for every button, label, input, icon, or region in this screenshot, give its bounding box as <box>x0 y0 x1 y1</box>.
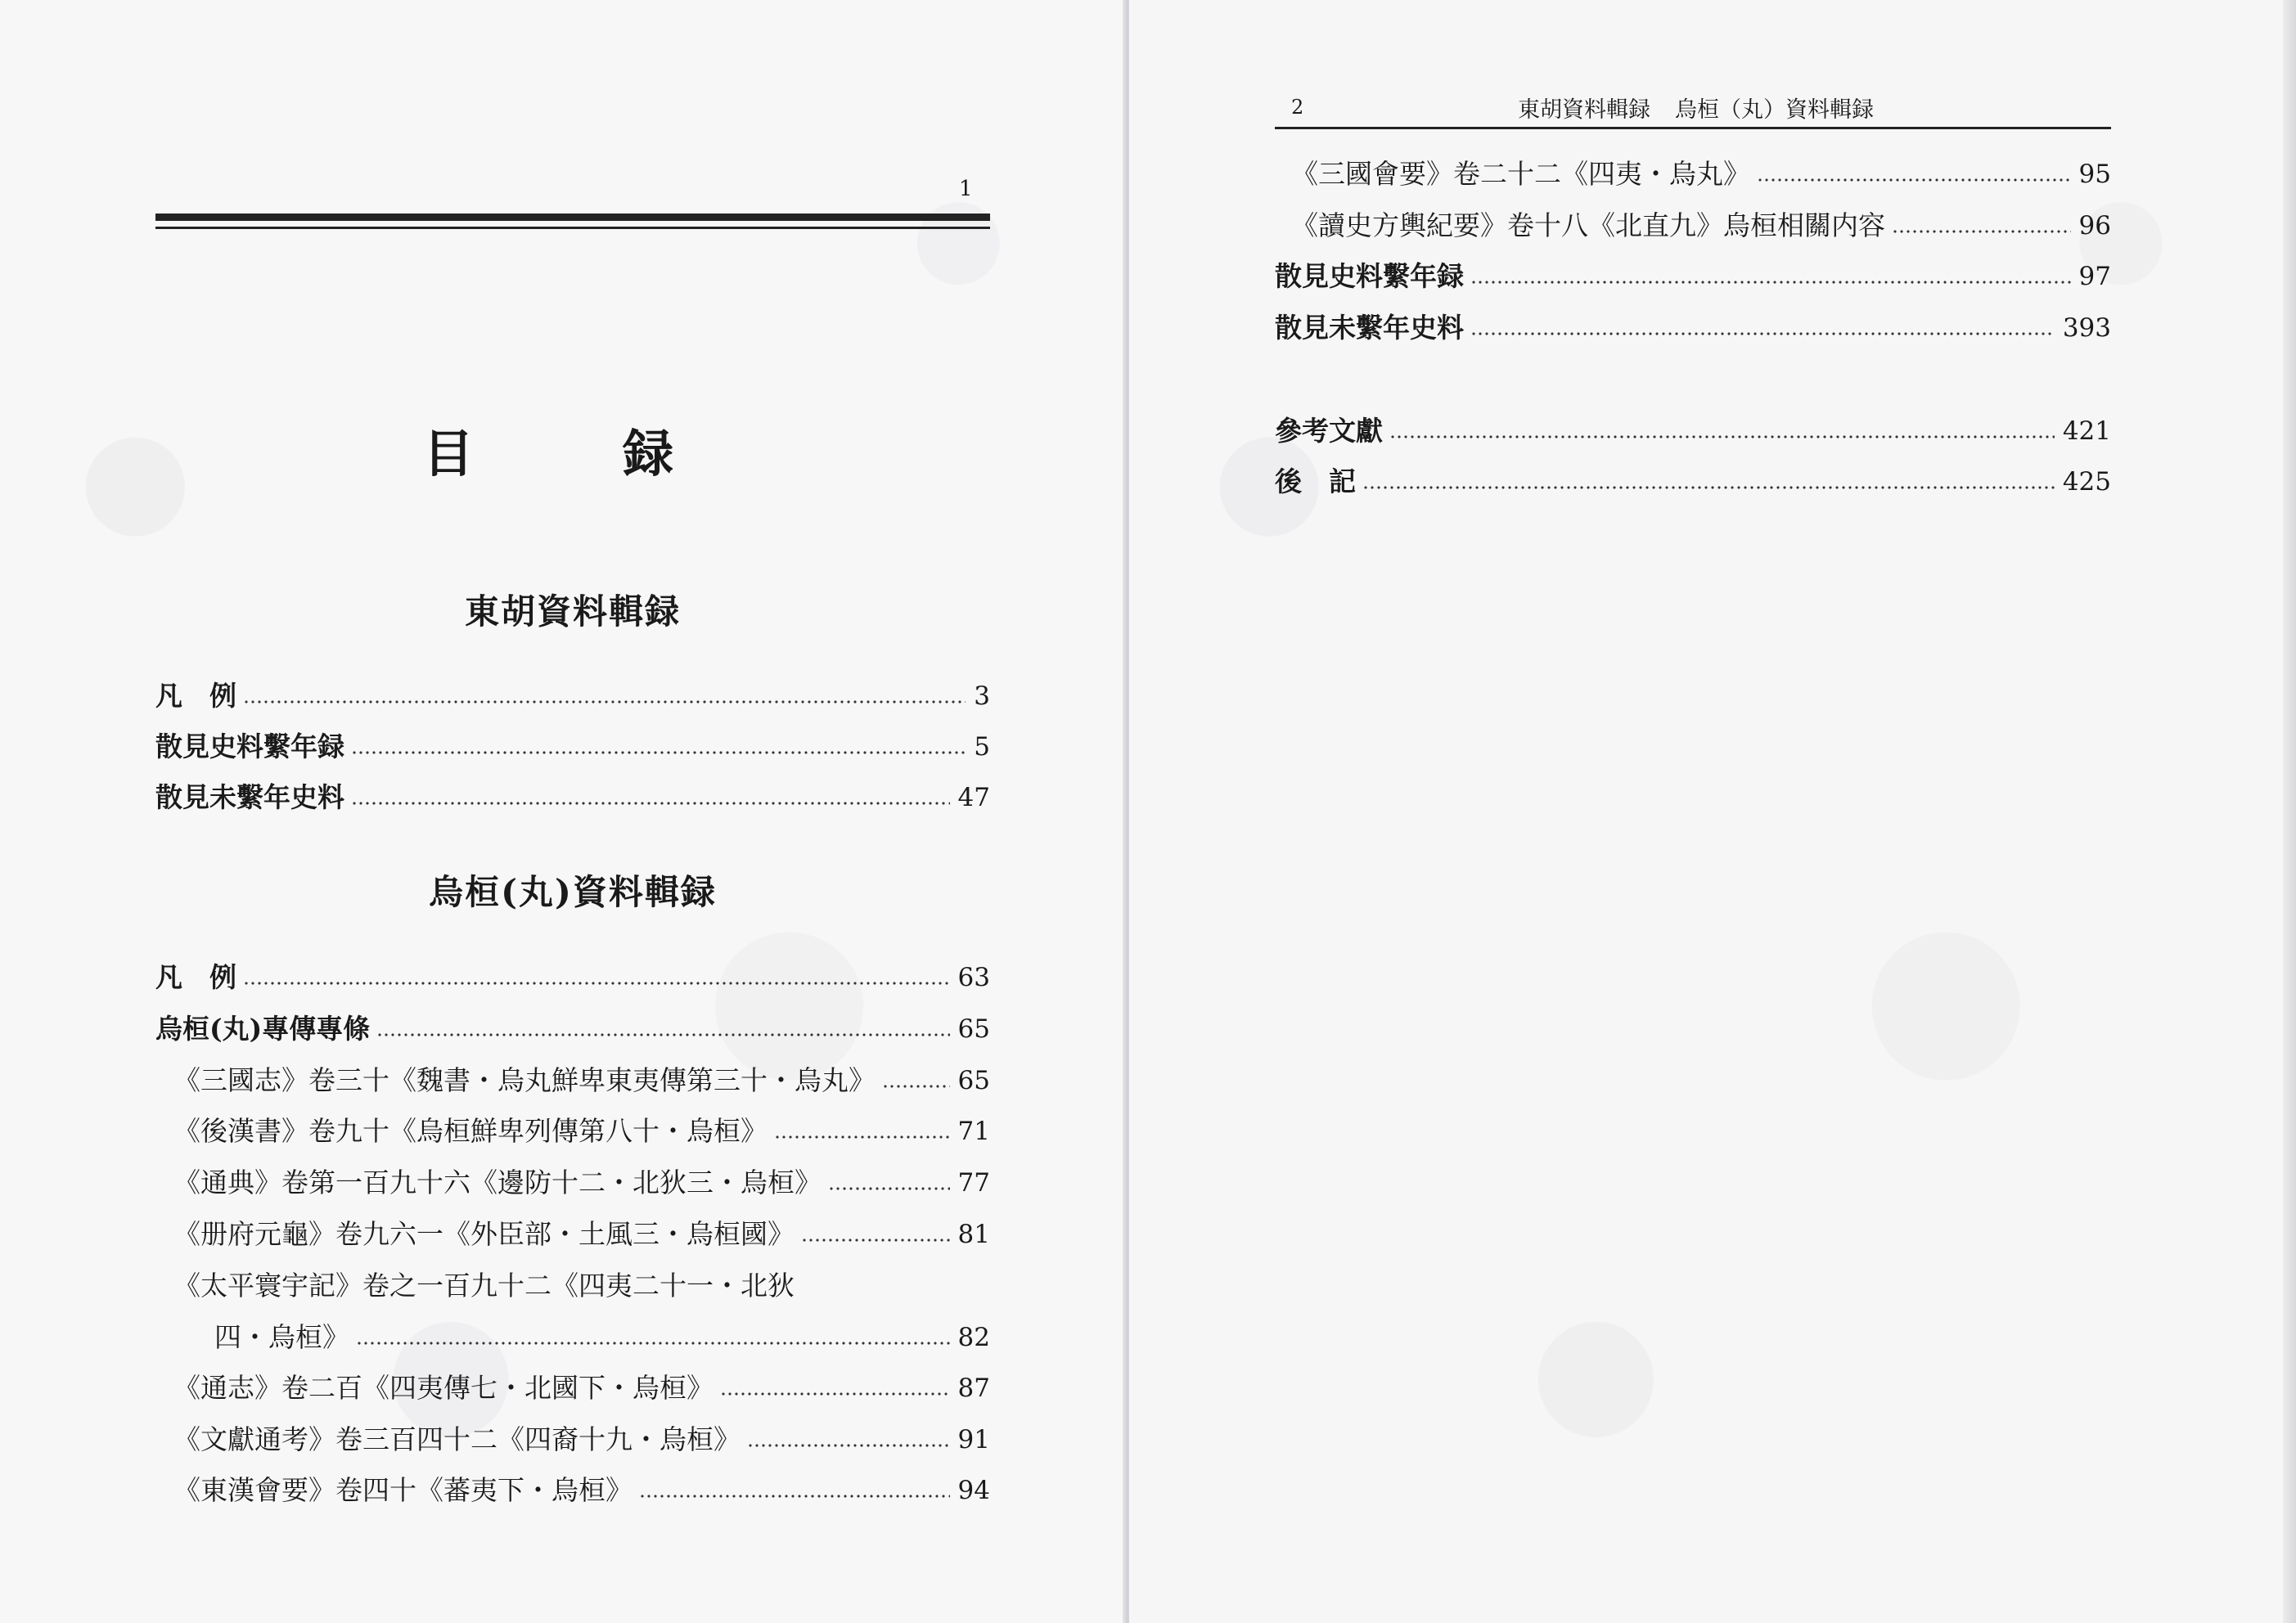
toc-entry-page: 65 <box>957 1066 990 1095</box>
toc-entry-label: 凡 例 <box>155 961 236 993</box>
toc-entry-page: 425 <box>2062 467 2111 497</box>
toc-entry-page: 5 <box>974 732 990 762</box>
dot-leader <box>828 1185 950 1192</box>
toc-entry-label: 散見未繫年史料 <box>1275 312 1464 344</box>
section-heading-wuhuan: 烏桓(丸)資料輯録 <box>429 872 717 912</box>
toc-entry[interactable] <box>173 1214 990 1255</box>
toc-entry[interactable] <box>1275 256 2111 297</box>
toc-entry-label: 《東漢會要》卷四十《蕃夷下・烏桓》 <box>173 1474 633 1506</box>
toc-entry-label: 散見未繫年史料 <box>155 781 344 813</box>
header-rule <box>1275 127 2111 129</box>
toc-entry-page: 3 <box>974 681 990 711</box>
toc-entry-page: 63 <box>957 963 990 992</box>
dot-leader <box>774 1134 950 1140</box>
toc-entry-label: 《通志》卷二百《四夷傳七・北國下・烏桓》 <box>173 1372 714 1404</box>
toc-entry[interactable] <box>1291 154 2111 195</box>
dot-leader <box>1362 484 2055 491</box>
dot-leader <box>801 1237 950 1243</box>
toc-entry[interactable] <box>1291 205 2111 246</box>
toc-entry[interactable] <box>173 1111 990 1152</box>
dot-leader <box>243 699 966 705</box>
toc-entry-label-line1[interactable]: 《太平寰宇記》卷之一百九十二《四夷二十一・北狄 <box>173 1270 795 1302</box>
toc-entry-page: 95 <box>2078 160 2111 189</box>
toc-entry[interactable] <box>1275 308 2111 348</box>
toc-entry-label: 散見史料繫年録 <box>1275 260 1464 292</box>
toc-entry-label: 散見史料繫年録 <box>155 731 344 762</box>
dot-leader <box>1757 177 2071 183</box>
toc-entry[interactable] <box>173 1368 990 1409</box>
toc-entry[interactable] <box>1275 411 2111 452</box>
toc-entry-page: 71 <box>957 1117 990 1146</box>
toc-entry[interactable] <box>1275 461 2111 502</box>
left-page <box>0 0 1128 1623</box>
toc-entry-page: 96 <box>2078 211 2111 241</box>
toc-entry-label: 《後漢書》卷九十《烏桓鮮卑列傳第八十・烏桓》 <box>173 1115 768 1147</box>
toc-entry[interactable] <box>155 726 990 767</box>
section-heading-donghu: 東胡資料輯録 <box>464 591 681 632</box>
dot-leader <box>882 1083 950 1090</box>
toc-entry-label: 《三國會要》卷二十二《四夷・烏丸》 <box>1291 158 1750 190</box>
header-rule-thick <box>155 214 990 221</box>
toc-entry-page: 47 <box>957 783 990 812</box>
dot-leader <box>243 980 950 987</box>
dot-leader <box>747 1442 950 1449</box>
toc-entry[interactable] <box>173 1162 990 1203</box>
toc-title: 目 録 <box>422 424 723 483</box>
toc-entry-label: 烏桓(丸)專傳專條 <box>155 1013 371 1045</box>
toc-entry-page: 393 <box>2062 313 2111 343</box>
running-head-part: 烏桓（丸）資料輯録 <box>1675 97 1874 123</box>
dot-leader <box>356 1340 950 1347</box>
toc-entry[interactable] <box>155 777 990 818</box>
dot-leader <box>1470 330 2055 337</box>
dot-leader <box>1389 434 2055 440</box>
toc-entry[interactable] <box>214 1317 990 1358</box>
dot-leader <box>351 800 950 807</box>
toc-entry-label: 《册府元龜》卷九六一《外臣部・土風三・烏桓國》 <box>173 1218 795 1250</box>
toc-entry-label: 參考文獻 <box>1275 415 1383 447</box>
page-edge <box>2283 0 2296 1623</box>
toc-entry[interactable] <box>155 957 990 998</box>
running-head <box>1518 92 1874 124</box>
toc-entry-label: 凡 例 <box>155 680 236 712</box>
dot-leader <box>376 1032 949 1038</box>
header-rule-thin <box>155 227 990 229</box>
dot-leader <box>1892 228 2071 235</box>
toc-entry[interactable] <box>155 676 990 717</box>
page-number: 1 <box>959 177 973 201</box>
toc-entry[interactable] <box>155 1009 990 1050</box>
toc-entry-page: 97 <box>2078 262 2111 291</box>
toc-entry[interactable] <box>173 1060 990 1101</box>
dot-leader <box>1470 279 2071 285</box>
toc-entry-page: 421 <box>2062 416 2111 446</box>
toc-entry-page: 77 <box>957 1168 990 1198</box>
toc-entry-page: 94 <box>957 1476 990 1505</box>
toc-entry-page: 87 <box>957 1373 990 1403</box>
toc-entry-label: 《文獻通考》卷三百四十二《四裔十九・烏桓》 <box>173 1423 741 1455</box>
dot-leader <box>639 1493 950 1499</box>
toc-entry-label: 後 記 <box>1275 465 1356 497</box>
toc-entry-page: 81 <box>957 1220 990 1249</box>
toc-entry-label: 《讀史方輿紀要》卷十八《北直九》烏桓相關内容 <box>1291 209 1885 241</box>
toc-entry-label: 《通典》卷第一百九十六《邊防十二・北狄三・烏桓》 <box>173 1167 822 1198</box>
toc-entry-page: 65 <box>957 1014 990 1044</box>
toc-entry-label-continuation: 四・烏桓》 <box>214 1321 349 1353</box>
toc-entry[interactable] <box>173 1419 990 1460</box>
running-head-part: 東胡資料輯録 <box>1518 97 1650 123</box>
toc-entry[interactable] <box>173 1470 990 1511</box>
page-number: 2 <box>1291 96 1304 119</box>
toc-entry-page: 82 <box>957 1323 990 1352</box>
toc-entry-label: 《三國志》卷三十《魏書・烏丸鮮卑東夷傳第三十・烏丸》 <box>173 1064 876 1096</box>
toc-entry-page: 91 <box>957 1425 990 1454</box>
dot-leader <box>351 749 966 756</box>
dot-leader <box>720 1391 950 1397</box>
